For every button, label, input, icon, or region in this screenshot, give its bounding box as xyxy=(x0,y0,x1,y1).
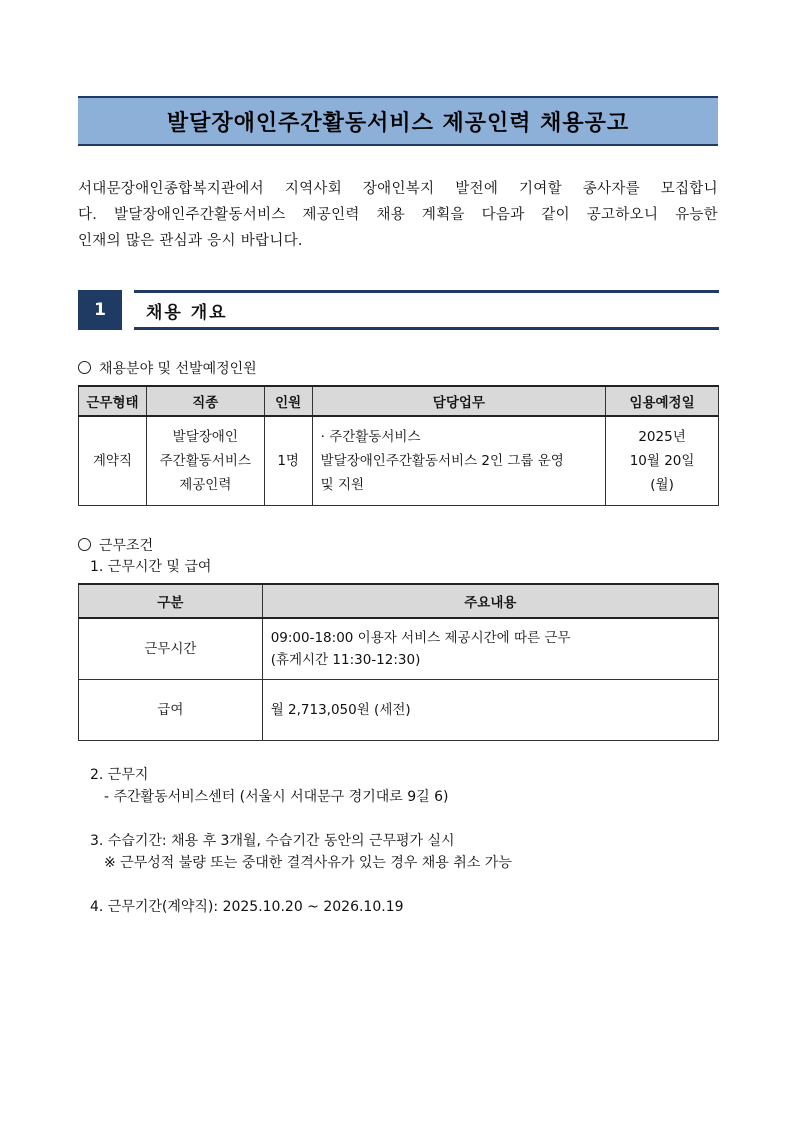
title-banner xyxy=(78,96,718,146)
section-title: 채용 개요 xyxy=(146,302,228,323)
row-content xyxy=(262,680,718,741)
row-label: 근무시간 xyxy=(79,618,263,680)
conditions-heading xyxy=(78,537,153,555)
intro-line: 서대문장애인종합복지관에서 지역사회 장애인복지 발전에 기여할 종사자를 모집합니 xyxy=(78,181,718,197)
table-header: 주요내용 xyxy=(262,584,718,618)
recruit-heading xyxy=(78,360,257,378)
table-row xyxy=(79,416,719,506)
probation-note: ※ 근무성적 불량 또는 중대한 결격사유가 있는 경우 채용 취소 가능 xyxy=(104,855,512,871)
job-line: 주간활동서비스 xyxy=(159,453,251,469)
table-header-row xyxy=(79,584,719,618)
start-date xyxy=(606,416,719,506)
table-row xyxy=(79,618,719,680)
section-header xyxy=(78,290,719,330)
content-line: 월 2,713,050원 (세전) xyxy=(270,702,411,718)
content-line: (휴게시간 11:30-12:30) xyxy=(270,652,421,668)
duty-line: 발달장애인주간활동서비스 2인 그룹 운영 xyxy=(320,453,564,469)
job-type xyxy=(146,416,264,506)
table-header-row xyxy=(79,386,719,416)
row-label: 급여 xyxy=(79,680,263,741)
row-content xyxy=(262,618,718,680)
date-line: 10월 20일 xyxy=(629,453,695,469)
table-row xyxy=(79,680,719,741)
circle-bullet-icon xyxy=(78,538,91,551)
recruit-table xyxy=(78,385,719,506)
conditions-heading-text: 근무조건 xyxy=(99,538,154,554)
job-line: 제공인력 xyxy=(179,477,232,493)
table-header: 임용예정일 xyxy=(606,386,719,416)
table-header: 인원 xyxy=(264,386,312,416)
condition-item-2: 2. 근무지 xyxy=(90,767,149,783)
table-header: 구분 xyxy=(79,584,263,618)
page-title: 발달장애인주간활동서비스 제공인력 채용공고 xyxy=(166,110,630,136)
content-line: 09:00-18:00 이용자 서비스 제공시간에 따른 근무 xyxy=(270,630,571,646)
circle-bullet-icon xyxy=(78,361,91,374)
section-number: 1 xyxy=(78,290,122,330)
employment-type: 계약직 xyxy=(79,416,147,506)
table-header: 근무형태 xyxy=(79,386,147,416)
duty-line: 및 지원 xyxy=(320,477,365,493)
section-title-box xyxy=(134,290,719,330)
job-line: 발달장애인 xyxy=(172,429,238,445)
duty-line: · 주간활동서비스 xyxy=(320,429,421,445)
conditions-table xyxy=(78,583,719,741)
condition-item-3: 3. 수습기간: 채용 후 3개월, 수습기간 동안의 근무평가 실시 xyxy=(90,833,455,849)
workplace-detail: - 주간활동서비스센터 (서울시 서대문구 경기대로 9길 6) xyxy=(104,789,449,805)
date-line: 2025년 xyxy=(638,429,686,445)
intro-line: 다. 발달장애인주간활동서비스 제공인력 채용 계획을 다음과 같이 공고하오니 유능한 xyxy=(78,207,718,223)
recruit-heading-text: 채용분야 및 선발예정인원 xyxy=(99,361,257,377)
intro-line: 인재의 많은 관심과 응시 바랍니다. xyxy=(78,233,303,249)
duty-description xyxy=(312,416,605,506)
condition-item-1: 1. 근무시간 및 급여 xyxy=(90,559,212,575)
headcount: 1명 xyxy=(264,416,312,506)
table-header: 직종 xyxy=(146,386,264,416)
date-line: (월) xyxy=(650,477,674,493)
table-header: 담당업무 xyxy=(312,386,605,416)
condition-item-4: 4. 근무기간(계약직): 2025.10.20 ~ 2026.10.19 xyxy=(90,899,404,915)
intro-paragraph xyxy=(78,176,718,254)
